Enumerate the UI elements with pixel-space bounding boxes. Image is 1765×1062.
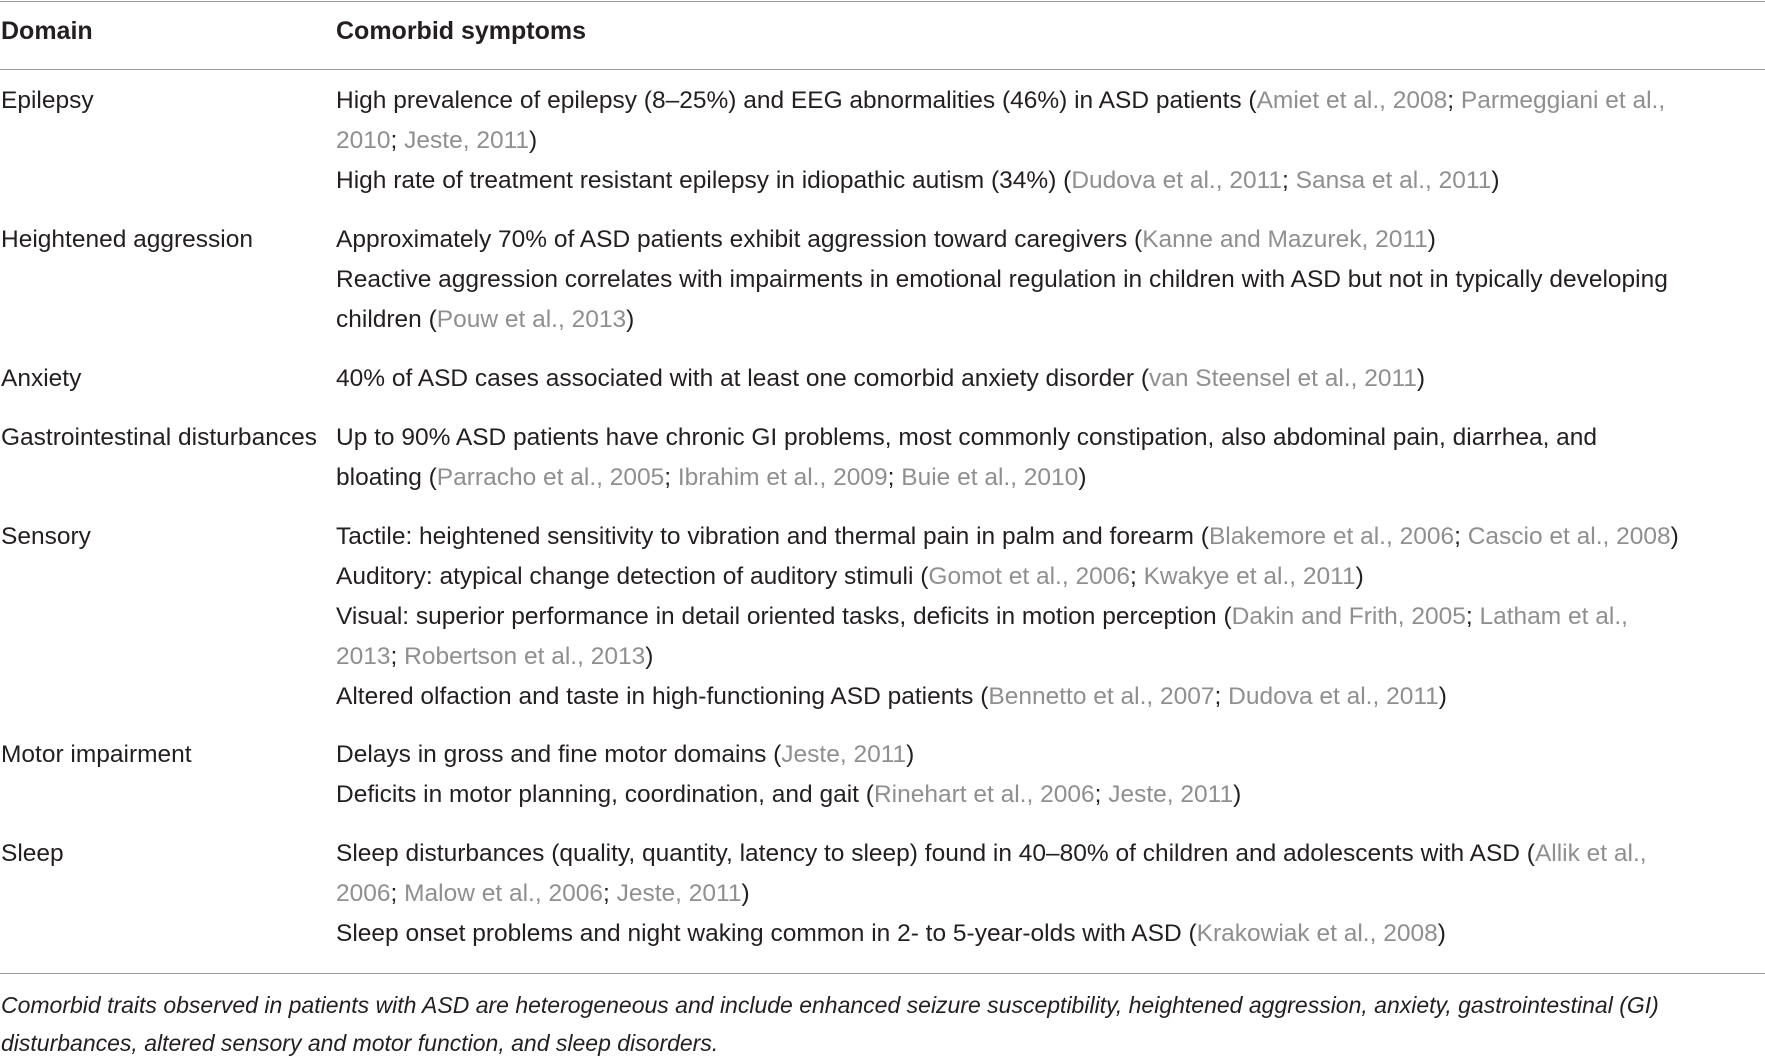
symptom-text: )	[1233, 781, 1242, 808]
citation-link[interactable]: Jeste, 2011	[1108, 781, 1234, 808]
table-bottom-rule	[0, 973, 1765, 974]
citation-link[interactable]: Pouw et al., 2013	[436, 306, 627, 333]
citation-link[interactable]: Bennetto et al., 2007	[988, 683, 1215, 710]
header-domain: Domain	[1, 17, 93, 45]
citation-link[interactable]: Latham et al.,	[1479, 603, 1628, 630]
symptom-text: Approximately 70% of ASD patients exhibit aggression toward caregivers (	[336, 226, 1143, 253]
citation-link[interactable]: Amiet et al., 2008	[1256, 87, 1448, 114]
symptom-text: ;	[1447, 87, 1461, 114]
citation-link[interactable]: 2006	[336, 880, 391, 907]
citation-link[interactable]: Rinehart et al., 2006	[873, 781, 1095, 808]
citation-link[interactable]: Jeste, 2011	[404, 127, 529, 154]
symptom-text: ;	[1454, 523, 1468, 550]
citation-link[interactable]: 2013	[336, 643, 391, 670]
citation-link[interactable]: Gomot et al., 2006	[928, 563, 1130, 590]
symptom-text: )	[1416, 365, 1426, 392]
symptom-entry	[336, 220, 1761, 260]
symptom-text: ;	[1282, 167, 1296, 194]
symptoms-cell	[336, 517, 1761, 717]
domain-cell: Heightened aggression	[1, 226, 253, 253]
symptom-text: ;	[1129, 563, 1144, 590]
domain-cell: Epilepsy	[1, 87, 94, 114]
symptom-text: Delays in gross and fine motor domains (	[336, 741, 782, 768]
citation-link[interactable]: Jeste, 2011	[616, 880, 742, 907]
symptom-text: )	[645, 643, 654, 670]
citation-link[interactable]: Sansa et al., 2011	[1295, 167, 1492, 194]
citation-link[interactable]: Buie et al., 2010	[901, 464, 1079, 491]
table-top-rule	[0, 1, 1765, 2]
citation-link[interactable]: Allik et al.,	[1534, 840, 1647, 867]
symptom-text: Sleep onset problems and night waking common in 2- to 5-year-olds with ASD (	[336, 920, 1197, 947]
symptom-entry	[336, 834, 1761, 914]
symptom-text: )	[1438, 683, 1447, 710]
citation-link[interactable]: Dakin and Frith, 2005	[1231, 603, 1466, 630]
symptom-text: )	[1670, 523, 1679, 550]
symptom-entry	[336, 914, 1761, 954]
symptom-text: Deficits in motor planning, coordination, and gait (	[336, 781, 874, 808]
citation-link[interactable]: Cascio et al., 2008	[1467, 523, 1671, 550]
symptom-text: Sleep disturbances (quality, quantity, latency to sleep) found in 40–80% of children and adolescents with ASD (	[336, 840, 1535, 867]
symptom-text: High rate of treatment resistant epilepsy in idiopathic autism (34%) (	[336, 167, 1072, 194]
symptoms-cell	[336, 81, 1761, 201]
domain-cell: Motor impairment	[1, 741, 192, 768]
symptom-entry	[336, 260, 1761, 340]
citation-link[interactable]: Jeste, 2011	[781, 741, 907, 768]
symptom-text: )	[741, 880, 750, 907]
symptom-text: )	[626, 306, 635, 333]
symptom-entry	[336, 557, 1761, 597]
table-header-rule	[0, 69, 1765, 70]
symptom-entry	[336, 597, 1761, 677]
symptom-text: bloating (	[336, 464, 437, 491]
symptom-entry	[336, 735, 1761, 775]
symptom-text: ;	[390, 127, 405, 154]
symptom-entry	[336, 677, 1761, 717]
symptom-text: )	[1078, 464, 1087, 491]
domain-cell: Sleep	[1, 840, 64, 867]
symptom-text: ;	[1214, 683, 1229, 710]
symptom-entry	[336, 161, 1761, 201]
citation-link[interactable]: Malow et al., 2006	[404, 880, 603, 907]
symptom-entry	[336, 775, 1761, 815]
domain-cell: Anxiety	[1, 365, 82, 392]
symptom-text: Up to 90% ASD patients have chronic GI problems, most commonly constipation, also abdominal pain, diarrhea, and	[336, 424, 1598, 451]
symptom-text: children (	[336, 306, 437, 333]
citation-link[interactable]: Kanne and Mazurek, 2011	[1142, 226, 1428, 253]
citation-link[interactable]: Dudova et al., 2011	[1228, 683, 1439, 710]
domain-cell: Gastrointestinal disturbances	[1, 424, 317, 451]
citation-link[interactable]: Ibrahim et al., 2009	[677, 464, 888, 491]
symptom-text: ;	[1465, 603, 1480, 630]
symptoms-cell	[336, 359, 1761, 399]
symptom-text: )	[529, 127, 538, 154]
symptom-entry	[336, 359, 1761, 399]
citation-link[interactable]: Blakemore et al., 2006	[1208, 523, 1455, 550]
citation-link[interactable]: 2010	[336, 127, 391, 154]
symptom-text: ;	[664, 464, 678, 491]
symptom-text: )	[906, 741, 915, 768]
symptom-text: )	[1427, 226, 1436, 253]
header-comorbid-symptoms: Comorbid symptoms	[336, 17, 587, 45]
symptom-text: Reactive aggression correlates with impairments in emotional regulation in children with ASD but not in typically developing	[336, 266, 1668, 293]
citation-link[interactable]: Robertson et al., 2013	[404, 643, 646, 670]
citation-link[interactable]: Parmeggiani et al.,	[1460, 87, 1666, 114]
symptoms-cell	[336, 735, 1761, 815]
domain-cell: Sensory	[1, 523, 91, 550]
symptom-text: Auditory: atypical change detection of auditory stimuli (	[336, 563, 929, 590]
symptom-text: ;	[1094, 781, 1109, 808]
citation-link[interactable]: Parracho et al., 2005	[436, 464, 665, 491]
symptom-text: )	[1355, 563, 1364, 590]
symptom-entry	[336, 517, 1761, 557]
symptom-text: ;	[887, 464, 902, 491]
symptom-entry	[336, 81, 1761, 161]
symptom-text: )	[1437, 920, 1446, 947]
symptom-text: ;	[390, 880, 405, 907]
symptoms-cell	[336, 834, 1761, 954]
citation-link[interactable]: van Steensel et al., 2011	[1149, 365, 1417, 392]
symptom-text: Visual: superior performance in detail oriented tasks, deficits in motion perception (	[336, 603, 1232, 630]
symptom-text: )	[1491, 167, 1500, 194]
symptom-entry	[336, 418, 1761, 498]
table-footnote: Comorbid traits observed in patients with ASD are heterogeneous and include enhanced seizure susceptibility, heightened aggression, anxiety, gastrointestinal (GI) disturbances, altered sensory and motor function, and sleep disorders.	[1, 992, 1659, 1056]
symptom-text: Tactile: heightened sensitivity to vibration and thermal pain in palm and forearm (	[336, 523, 1209, 550]
symptoms-cell	[336, 418, 1761, 498]
symptom-text: ;	[390, 643, 405, 670]
symptom-text: Altered olfaction and taste in high-functioning ASD patients (	[336, 683, 989, 710]
symptom-text: ;	[602, 880, 617, 907]
citation-link[interactable]: Krakowiak et al., 2008	[1196, 920, 1438, 947]
symptom-text: High prevalence of epilepsy (8–25%) and EEG abnormalities (46%) in ASD patients (	[336, 87, 1257, 114]
symptom-text: 40% of ASD cases associated with at least one comorbid anxiety disorder (	[336, 365, 1149, 392]
citation-link[interactable]: Dudova et al., 2011	[1071, 167, 1283, 194]
citation-link[interactable]: Kwakye et al., 2011	[1143, 563, 1356, 590]
symptoms-cell	[336, 220, 1761, 340]
